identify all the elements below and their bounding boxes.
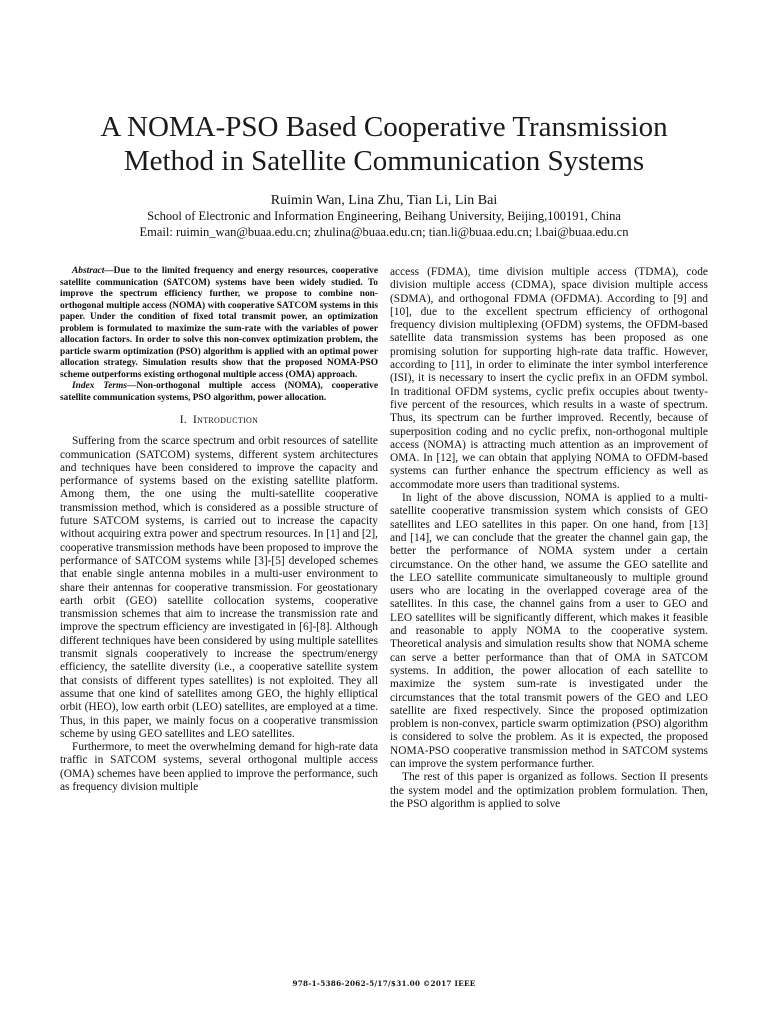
index-terms-label: Index Terms [72,381,127,391]
title-line-1: A NOMA-PSO Based Cooperative Transmission [100,111,668,143]
abstract [60,266,378,381]
paragraph: Suffering from the scarce spectrum and orbit resources of satellite communication (SATCOM) systems, different system architectures and techniques have been considered to improve the capacity and performance of systems based on the existing satellite platform. Among them, the one using the multi-satellite cooperative transmission method, which is considered as a possible structure of future SATCOM systems, is carried out to increase the capacity without acquiring extra power and spectrum resources. In [1] and [2], cooperative transmission methods have been proposed to improve the performance of SATCOM systems while [3]-[5] developed schemes that enable single antenna mobiles in a multi-user environment to share their antennas for cooperative transmission. For geostationary earth orbit (GEO) satellite collocation systems, cooperative transmission schemes that aim to increase the transmission rate and improve the spectrum efficiency are investigated in [6]-[8]. Although different techniques have been considered by using multiple satellites transmit signals cooperatively to increase the spectrum/energy efficiency, the satellite diversity (i.e., a cooperative satellite system that consists of different types satellites) is not exploited. They all assume that one kind of satellites among GEO, the highly elliptical orbit (HEO), low earth orbit (LEO) satellites, are employed at a time. Thus, in this paper, we mainly focus on a cooperative transmission scheme by using GEO satellites and LEO satellites. [60,435,378,740]
affiliation: School of Electronic and Information Engineering, Beihang University, Beijing,100191, China [147,209,621,223]
email-list: Email: ruimin_wan@buaa.edu.cn; zhulina@buaa.edu.cn; tian.li@buaa.edu.cn; l.bai@buaa.edu.cn [139,225,629,239]
abstract-label: Abstract [72,266,105,276]
copyright-footer: 978-1-5386-2062-5/17/$31.00 ©2017 IEEE [292,979,476,988]
paper-title [40,110,728,178]
paragraph: Furthermore, to meet the overwhelming demand for high-rate data traffic in SATCOM systems, several orthogonal multiple access (OMA) schemes have been applied to improve the performance, such as frequency division multiple [60,741,378,794]
section-title: Introduction [193,414,259,426]
title-line-2: Method in Satellite Communication Systems [123,145,645,177]
section-number: I. [179,414,188,426]
index-terms [60,381,378,404]
left-column [60,266,378,794]
paragraph: The rest of this paper is organized as follows. Section II presents the system model and the optimization problem formulation. Then, the PSO algorithm is applied to solve [390,771,708,810]
section-heading-introduction [60,414,378,427]
index-terms-text: —Non-orthogonal multiple access (NOMA), cooperative satellite communication systems, PSO algorithm, power allocation. [60,381,379,403]
affiliation-block [40,208,728,240]
right-column [390,266,708,811]
author-list: Ruimin Wan, Lina Zhu, Tian Li, Lin Bai [270,193,498,208]
paragraph: In light of the above discussion, NOMA is applied to a multi-satellite cooperative transmission system which consists of GEO satellites and LEO satellites in this paper. On one hand, from [13] and [14], we can conclude that the greater the channel gain gap, the better the performance of NOMA system under a certain circumstance. On the other hand, we assume the GEO satellite and the LEO satellite communicate simultaneously to multiple ground users who are locating in the overlapped coverage area of the satellites. In this case, the channel gains from a user to GEO and LEO satellites will be significantly different, which makes it feasible and reasonable to apply NOMA to the cooperative system. Theoretical analysis and simulation results show that NOMA scheme can serve a better performance than that of OMA in SATCOM systems. In addition, the power allocation of each satellite to maximize the system sum-rate is investigated under the circumstances that the total transmit powers of the GEO and LEO satellite are fixed respectively. Since the proposed optimization problem is non-convex, particle swarm optimization (PSO) algorithm is considered to solve the problem. As it is expected, the proposed NOMA-PSO cooperative transmission method in SATCOM systems can improve the system performance further. [390,492,708,770]
abstract-text: —Due to the limited frequency and energy resources, cooperative satellite communication (SATCOM) systems have been widely studied. To improve the spectrum efficiency further, we propose to combine non-orthogonal multiple access (NOMA) with cooperative SATCOM systems in this paper. Under the condition of fixed total transmit power, an optimization problem is formulated to maximize the sum-rate with the variables of power allocation factors. In order to solve this non-convex optimization problem, the particle swarm optimization (PSO) algorithm is applied with an optimal power allocation strategy. Simulation results show that the proposed NOMA-PSO scheme outperforms existing orthogonal multiple access (OMA) approach. [60,266,378,380]
paragraph: access (FDMA), time division multiple access (TDMA), code division multiple access (CDMA), space division multiple access (SDMA), and orthogonal FDMA (OFDMA). According to [9] and [10], due to the excellent spectrum efficiency of orthogonal frequency division multiplexing (OFDM) systems, the OFDM-based satellite data transmission systems has been proposed as one promising solution for supporting high-rate data traffic. However, according to [11], in order to eliminate the inter symbol interference (ISI), it is necessary to insert the cyclic prefix in an OFDM symbol. In traditional OFDM systems, cyclic prefix occupies about twenty-five percent of the resources, which results in a waste of spectrum. Thus, its spectrum can be further improved. Recently, because of superposition coding and no cyclic prefix, non-orthogonal multiple access (NOMA) is attracting much attention as an improvement of OMA. In [12], we can obtain that applying NOMA to OFDM-based systems can further enhance the spectrum efficiency as well as accommodate more users than traditional systems. [390,266,708,491]
